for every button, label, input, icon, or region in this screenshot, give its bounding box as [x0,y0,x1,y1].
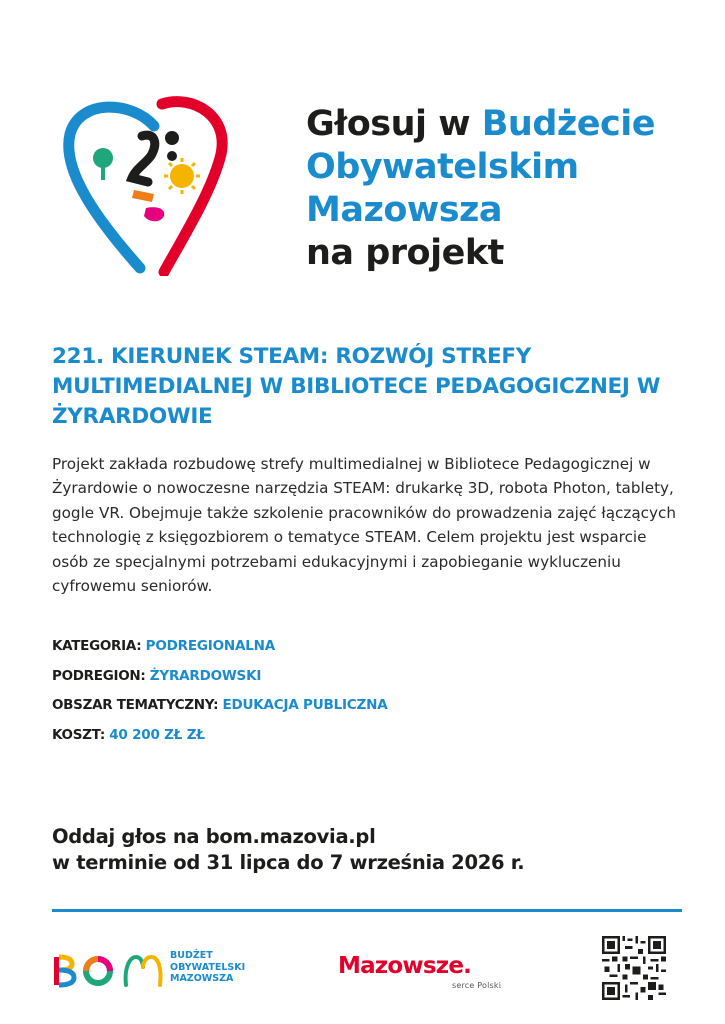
heart-face-logo [62,96,228,276]
meta-kategoria [52,632,672,662]
obszar-value: EDUKACJA PUBLICZNA [222,697,388,713]
headline-line-2: Obywatelskim [306,147,579,187]
meta-koszt [52,721,672,751]
podregion-label: PODREGION: [52,667,146,684]
project-title: 221. KIERUNEK STEAM: ROZWÓJ STREFY MULTIMEDIALNEJ W BIBLIOTECE PEDAGOGICZNEJ W ŻYRARDOWIE [52,344,661,429]
bom-line-1: BUDŻET [170,950,213,961]
cta-line-2: w terminie od 31 lipca do 7 września 2026 r. [52,851,525,874]
cta-line-1: Oddaj głos na bom.mazovia.pl [52,825,376,848]
headline-line-3: Mazowsza [306,190,503,230]
call-to-action [52,824,672,876]
meta-obszar [52,691,672,721]
headline-prefix: Głosuj w [306,104,482,144]
mazowsze-logo: Mazowsze. [338,953,472,979]
headline-highlight: Budżecie [481,104,655,144]
meta-podregion [52,662,672,692]
headline [306,103,706,275]
footer-divider [52,909,682,912]
kategoria-label: KATEGORIA: [52,638,142,654]
podregion-value: ŻYRARDOWSKI [149,667,262,684]
obszar-label: OBSZAR TEMATYCZNY: [52,697,219,713]
project-meta [52,632,672,750]
bom-line-3: MAZOWSZA [170,973,234,984]
headline-line-1 [306,103,706,146]
headline-line-4: na projekt [306,233,504,273]
bom-wordmark [170,950,245,985]
bom-m-heart-icon [122,953,164,989]
kategoria-value: PODREGIONALNA [145,638,275,654]
mazowsze-tagline: serce Polski [452,981,502,990]
project-description: Projekt zakłada rozbudowę strefy multimedialnej w Bibliotece Pedagogicznej w Żyrardowie o nowoczesne narzędzia STEAM: drukarkę 3D, robota Photon, tablety, gogle VR. Obejmuje także szkolenie pracowników do prowadzenia zajęć łączących technologię z księgozbiorem o tematyce STEAM. Celem projektu jest wsparcie osób ze specjalnymi potrzebami edukacyjnymi i zapobieganie wykluczeniu cyfrowemu seniorów. [52,455,676,596]
bom-line-2: OBYWATELSKI [170,961,246,973]
qr-code-icon[interactable] [602,936,666,1000]
koszt-value: 40 200 ZŁ ZŁ [109,726,205,743]
koszt-label: KOSZT: [52,726,105,743]
bom-logo-icon [52,953,118,989]
